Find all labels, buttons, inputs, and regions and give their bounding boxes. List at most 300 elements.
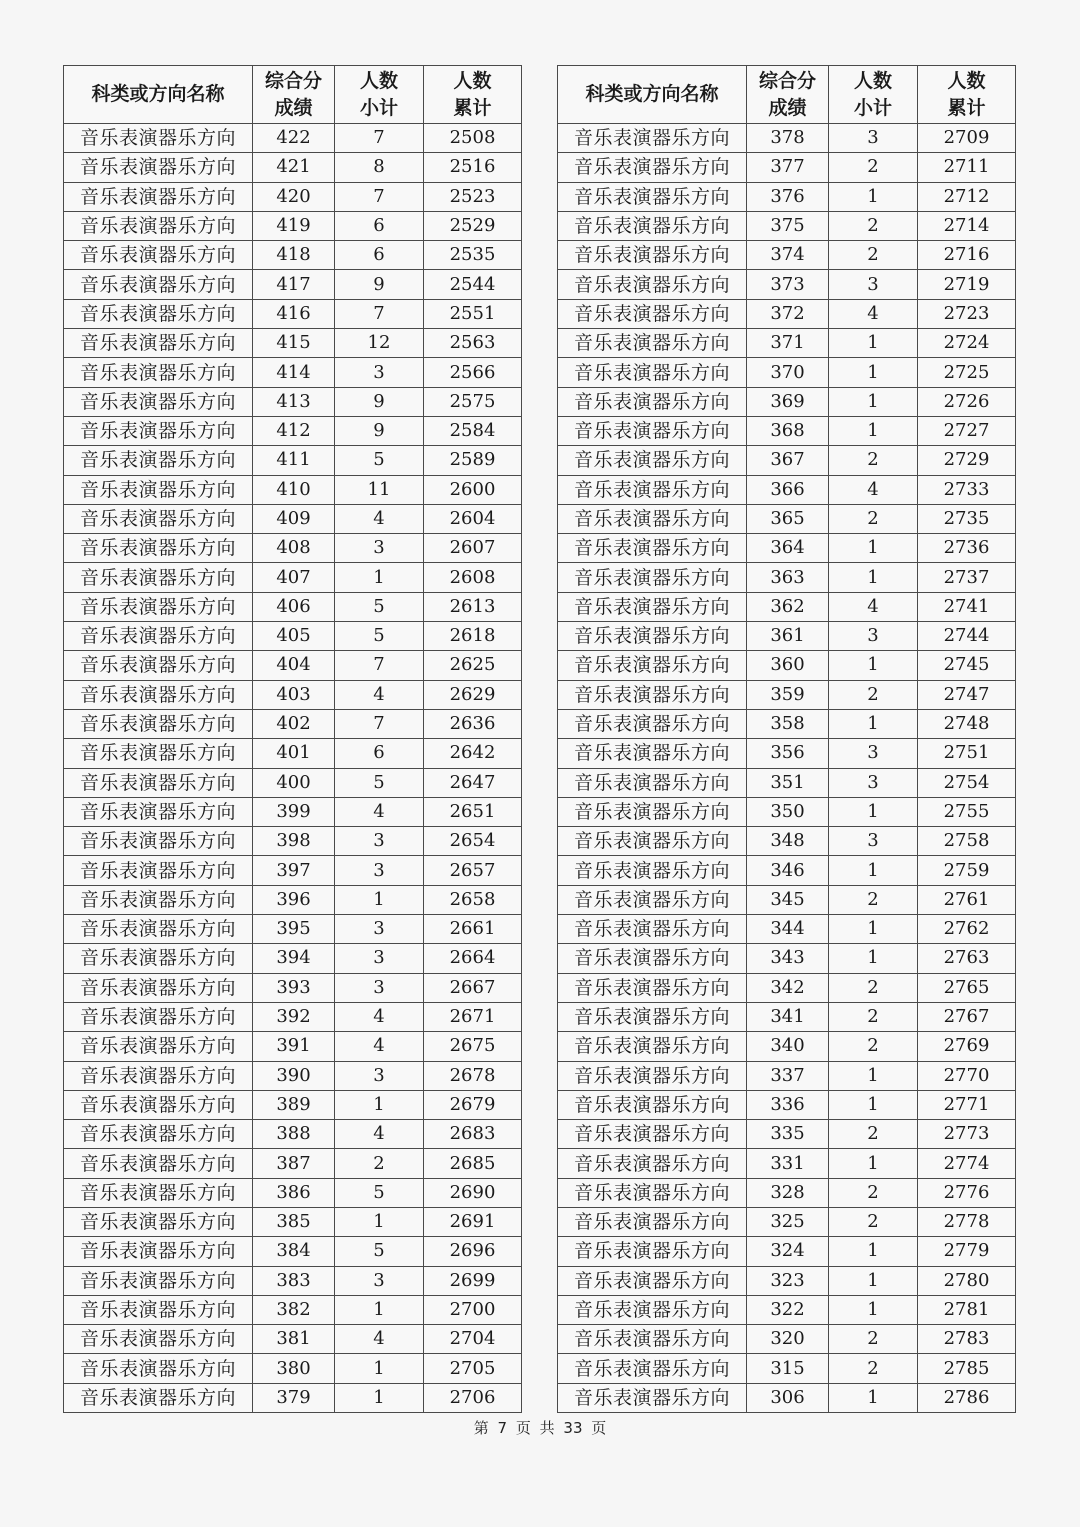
cell-count: 5	[335, 768, 424, 797]
cell-score: 393	[253, 973, 335, 1002]
table-row	[558, 768, 1016, 797]
score-table-left	[63, 65, 522, 1413]
cell-name: 音乐表演器乐方向	[558, 1237, 747, 1266]
table-row	[558, 504, 1016, 533]
cell-count: 2	[829, 1120, 918, 1149]
table-row	[64, 299, 522, 328]
table-row	[64, 622, 522, 651]
table-row	[64, 534, 522, 563]
table-row	[64, 1237, 522, 1266]
cell-score: 390	[253, 1061, 335, 1090]
cell-count: 4	[335, 504, 424, 533]
header-count: 人数 小计	[335, 66, 424, 124]
cell-name: 音乐表演器乐方向	[64, 651, 253, 680]
cell-cumulative: 2767	[918, 1002, 1016, 1031]
table-row	[64, 475, 522, 504]
cell-name: 音乐表演器乐方向	[558, 622, 747, 651]
cell-score: 395	[253, 915, 335, 944]
table-row	[558, 944, 1016, 973]
cell-count: 2	[829, 1178, 918, 1207]
cell-count: 1	[335, 563, 424, 592]
cell-name: 音乐表演器乐方向	[64, 475, 253, 504]
cell-name: 音乐表演器乐方向	[64, 709, 253, 738]
cell-count: 3	[829, 124, 918, 153]
cell-name: 音乐表演器乐方向	[64, 1178, 253, 1207]
cell-count: 1	[829, 182, 918, 211]
cell-cumulative: 2736	[918, 534, 1016, 563]
header-cumulative: 人数 累计	[918, 66, 1016, 124]
cell-name: 音乐表演器乐方向	[558, 1002, 747, 1031]
cell-count: 3	[829, 739, 918, 768]
cell-name: 音乐表演器乐方向	[558, 358, 747, 387]
cell-name: 音乐表演器乐方向	[64, 446, 253, 475]
cell-count: 2	[829, 446, 918, 475]
cell-score: 383	[253, 1266, 335, 1295]
cell-count: 3	[335, 358, 424, 387]
table-row	[558, 1383, 1016, 1412]
cell-count: 4	[335, 1002, 424, 1031]
cell-cumulative: 2748	[918, 709, 1016, 738]
cell-cumulative: 2508	[424, 124, 522, 153]
table-row	[558, 270, 1016, 299]
cell-score: 399	[253, 797, 335, 826]
cell-count: 1	[829, 1149, 918, 1178]
cell-name: 音乐表演器乐方向	[558, 797, 747, 826]
cell-name: 音乐表演器乐方向	[558, 709, 747, 738]
cell-cumulative: 2735	[918, 504, 1016, 533]
cell-score: 388	[253, 1120, 335, 1149]
table-row	[64, 329, 522, 358]
cell-cumulative: 2658	[424, 885, 522, 914]
cell-count: 1	[335, 1295, 424, 1324]
table-row	[558, 1090, 1016, 1119]
cell-score: 411	[253, 446, 335, 475]
cell-cumulative: 2657	[424, 856, 522, 885]
cell-name: 音乐表演器乐方向	[64, 944, 253, 973]
cell-count: 3	[335, 944, 424, 973]
cell-count: 5	[335, 1237, 424, 1266]
cell-count: 3	[335, 1266, 424, 1295]
table-row	[64, 563, 522, 592]
table-row	[558, 827, 1016, 856]
cell-count: 1	[829, 416, 918, 445]
cell-count: 1	[829, 856, 918, 885]
table-row	[64, 680, 522, 709]
cell-name: 音乐表演器乐方向	[64, 1295, 253, 1324]
table-row	[64, 1149, 522, 1178]
cell-score: 404	[253, 651, 335, 680]
table-row	[558, 241, 1016, 270]
cell-count: 1	[829, 1383, 918, 1412]
table-row	[64, 270, 522, 299]
cell-cumulative: 2667	[424, 973, 522, 1002]
cell-count: 1	[335, 1090, 424, 1119]
cell-cumulative: 2773	[918, 1120, 1016, 1149]
cell-count: 7	[335, 182, 424, 211]
cell-score: 360	[747, 651, 829, 680]
cell-score: 370	[747, 358, 829, 387]
cell-cumulative: 2758	[918, 827, 1016, 856]
cell-name: 音乐表演器乐方向	[558, 1178, 747, 1207]
cell-cumulative: 2783	[918, 1325, 1016, 1354]
cell-name: 音乐表演器乐方向	[64, 299, 253, 328]
cell-cumulative: 2613	[424, 592, 522, 621]
cell-cumulative: 2625	[424, 651, 522, 680]
cell-name: 音乐表演器乐方向	[558, 856, 747, 885]
table-row	[558, 124, 1016, 153]
table-row	[558, 1149, 1016, 1178]
cell-score: 405	[253, 622, 335, 651]
cell-cumulative: 2704	[424, 1325, 522, 1354]
cell-score: 325	[747, 1207, 829, 1236]
cell-name: 音乐表演器乐方向	[558, 1032, 747, 1061]
cell-name: 音乐表演器乐方向	[558, 1120, 747, 1149]
table-row	[64, 1207, 522, 1236]
cell-score: 403	[253, 680, 335, 709]
cell-cumulative: 2529	[424, 211, 522, 240]
score-table-right	[557, 65, 1016, 1413]
cell-score: 358	[747, 709, 829, 738]
cell-count: 3	[829, 622, 918, 651]
table-row	[558, 592, 1016, 621]
cell-name: 音乐表演器乐方向	[64, 1354, 253, 1383]
cell-score: 385	[253, 1207, 335, 1236]
cell-name: 音乐表演器乐方向	[558, 739, 747, 768]
header-score: 综合分 成绩	[253, 66, 335, 124]
cell-cumulative: 2636	[424, 709, 522, 738]
table-row	[558, 856, 1016, 885]
cell-cumulative: 2765	[918, 973, 1016, 1002]
cell-name: 音乐表演器乐方向	[558, 504, 747, 533]
table-row	[64, 182, 522, 211]
cell-score: 342	[747, 973, 829, 1002]
cell-count: 1	[829, 651, 918, 680]
cell-score: 323	[747, 1266, 829, 1295]
cell-score: 377	[747, 153, 829, 182]
table-row	[558, 1237, 1016, 1266]
footer-current-page: 7	[497, 1419, 508, 1437]
cell-count: 4	[335, 797, 424, 826]
table-row	[64, 592, 522, 621]
cell-name: 音乐表演器乐方向	[64, 358, 253, 387]
header-name: 科类或方向名称	[558, 66, 747, 124]
cell-count: 2	[829, 504, 918, 533]
cell-score: 372	[747, 299, 829, 328]
footer-total-pages: 33	[563, 1419, 583, 1437]
cell-name: 音乐表演器乐方向	[64, 416, 253, 445]
cell-name: 音乐表演器乐方向	[64, 387, 253, 416]
cell-count: 1	[829, 1266, 918, 1295]
cell-cumulative: 2566	[424, 358, 522, 387]
cell-cumulative: 2607	[424, 534, 522, 563]
table-row	[558, 446, 1016, 475]
table-row	[558, 1120, 1016, 1149]
table-row	[64, 827, 522, 856]
cell-name: 音乐表演器乐方向	[64, 329, 253, 358]
table-row	[558, 387, 1016, 416]
cell-count: 2	[829, 885, 918, 914]
table-row	[558, 651, 1016, 680]
cell-count: 1	[335, 885, 424, 914]
cell-score: 359	[747, 680, 829, 709]
header-name: 科类或方向名称	[64, 66, 253, 124]
cell-name: 音乐表演器乐方向	[558, 827, 747, 856]
cell-name: 音乐表演器乐方向	[64, 973, 253, 1002]
cell-cumulative: 2683	[424, 1120, 522, 1149]
cell-name: 音乐表演器乐方向	[64, 1090, 253, 1119]
cell-score: 322	[747, 1295, 829, 1324]
cell-name: 音乐表演器乐方向	[558, 329, 747, 358]
header-count: 人数 小计	[829, 66, 918, 124]
cell-score: 389	[253, 1090, 335, 1119]
cell-count: 1	[829, 797, 918, 826]
cell-cumulative: 2651	[424, 797, 522, 826]
cell-name: 音乐表演器乐方向	[558, 211, 747, 240]
cell-count: 2	[829, 153, 918, 182]
cell-count: 2	[829, 211, 918, 240]
cell-count: 1	[829, 1295, 918, 1324]
cell-count: 4	[829, 475, 918, 504]
cell-score: 394	[253, 944, 335, 973]
cell-name: 音乐表演器乐方向	[64, 211, 253, 240]
table-header-row	[558, 66, 1016, 124]
table-row	[64, 651, 522, 680]
cell-name: 音乐表演器乐方向	[64, 1237, 253, 1266]
cell-score: 366	[747, 475, 829, 504]
cell-score: 368	[747, 416, 829, 445]
cell-cumulative: 2535	[424, 241, 522, 270]
table-row	[558, 329, 1016, 358]
table-row	[64, 358, 522, 387]
table-row	[64, 1120, 522, 1149]
cell-count: 2	[829, 680, 918, 709]
table-row	[558, 1207, 1016, 1236]
cell-name: 音乐表演器乐方向	[64, 885, 253, 914]
cell-count: 1	[829, 1237, 918, 1266]
table-row	[64, 885, 522, 914]
table-row	[64, 1354, 522, 1383]
cell-name: 音乐表演器乐方向	[64, 1149, 253, 1178]
cell-score: 413	[253, 387, 335, 416]
cell-count: 4	[335, 1325, 424, 1354]
cell-name: 音乐表演器乐方向	[558, 1295, 747, 1324]
table-row	[558, 622, 1016, 651]
cell-count: 1	[335, 1383, 424, 1412]
cell-cumulative: 2679	[424, 1090, 522, 1119]
cell-score: 396	[253, 885, 335, 914]
cell-score: 378	[747, 124, 829, 153]
cell-score: 402	[253, 709, 335, 738]
cell-count: 8	[335, 153, 424, 182]
table-row	[64, 241, 522, 270]
cell-count: 1	[829, 387, 918, 416]
cell-cumulative: 2690	[424, 1178, 522, 1207]
table-row	[558, 885, 1016, 914]
cell-score: 331	[747, 1149, 829, 1178]
cell-cumulative: 2647	[424, 768, 522, 797]
cell-cumulative: 2678	[424, 1061, 522, 1090]
cell-count: 1	[829, 329, 918, 358]
cell-count: 12	[335, 329, 424, 358]
table-row	[64, 944, 522, 973]
page-footer	[0, 1417, 1080, 1438]
table-header-row	[64, 66, 522, 124]
cell-cumulative: 2709	[918, 124, 1016, 153]
cell-score: 412	[253, 416, 335, 445]
table-row	[558, 416, 1016, 445]
cell-cumulative: 2516	[424, 153, 522, 182]
table-row	[64, 1061, 522, 1090]
table-row	[64, 124, 522, 153]
cell-score: 421	[253, 153, 335, 182]
cell-score: 335	[747, 1120, 829, 1149]
cell-name: 音乐表演器乐方向	[558, 124, 747, 153]
table-row	[64, 1325, 522, 1354]
table-row	[558, 299, 1016, 328]
cell-name: 音乐表演器乐方向	[64, 1120, 253, 1149]
table-row	[64, 768, 522, 797]
cell-cumulative: 2618	[424, 622, 522, 651]
cell-name: 音乐表演器乐方向	[558, 446, 747, 475]
cell-count: 2	[829, 1325, 918, 1354]
cell-count: 4	[829, 299, 918, 328]
table-row	[64, 709, 522, 738]
cell-count: 5	[335, 592, 424, 621]
cell-name: 音乐表演器乐方向	[558, 241, 747, 270]
cell-cumulative: 2781	[918, 1295, 1016, 1324]
cell-score: 336	[747, 1090, 829, 1119]
table-row	[558, 1325, 1016, 1354]
cell-name: 音乐表演器乐方向	[558, 885, 747, 914]
cell-name: 音乐表演器乐方向	[558, 1207, 747, 1236]
table-row	[558, 534, 1016, 563]
table-row	[64, 739, 522, 768]
cell-cumulative: 2523	[424, 182, 522, 211]
cell-score: 364	[747, 534, 829, 563]
cell-score: 386	[253, 1178, 335, 1207]
table-row	[558, 1032, 1016, 1061]
cell-count: 7	[335, 651, 424, 680]
cell-name: 音乐表演器乐方向	[558, 182, 747, 211]
cell-cumulative: 2754	[918, 768, 1016, 797]
cell-cumulative: 2733	[918, 475, 1016, 504]
cell-score: 361	[747, 622, 829, 651]
left-table-body	[64, 124, 522, 1413]
cell-count: 6	[335, 211, 424, 240]
cell-count: 1	[829, 1090, 918, 1119]
cell-name: 音乐表演器乐方向	[558, 387, 747, 416]
cell-count: 3	[335, 534, 424, 563]
cell-cumulative: 2741	[918, 592, 1016, 621]
table-row	[64, 504, 522, 533]
cell-score: 410	[253, 475, 335, 504]
table-row	[558, 1178, 1016, 1207]
cell-score: 418	[253, 241, 335, 270]
cell-count: 2	[829, 241, 918, 270]
cell-name: 音乐表演器乐方向	[558, 680, 747, 709]
footer-total-word: 共	[539, 1419, 555, 1437]
cell-name: 音乐表演器乐方向	[558, 153, 747, 182]
cell-score: 391	[253, 1032, 335, 1061]
cell-cumulative: 2584	[424, 416, 522, 445]
cell-score: 367	[747, 446, 829, 475]
cell-score: 369	[747, 387, 829, 416]
cell-cumulative: 2769	[918, 1032, 1016, 1061]
cell-count: 3	[335, 827, 424, 856]
cell-cumulative: 2716	[918, 241, 1016, 270]
cell-count: 3	[829, 827, 918, 856]
cell-cumulative: 2755	[918, 797, 1016, 826]
cell-name: 音乐表演器乐方向	[64, 797, 253, 826]
cell-score: 343	[747, 944, 829, 973]
cell-name: 音乐表演器乐方向	[558, 563, 747, 592]
cell-cumulative: 2551	[424, 299, 522, 328]
cell-name: 音乐表演器乐方向	[64, 622, 253, 651]
cell-count: 2	[829, 973, 918, 1002]
cell-cumulative: 2786	[918, 1383, 1016, 1412]
cell-count: 1	[829, 358, 918, 387]
cell-count: 2	[829, 1207, 918, 1236]
cell-name: 音乐表演器乐方向	[64, 153, 253, 182]
cell-cumulative: 2563	[424, 329, 522, 358]
cell-name: 音乐表演器乐方向	[64, 1061, 253, 1090]
cell-name: 音乐表演器乐方向	[64, 680, 253, 709]
cell-score: 345	[747, 885, 829, 914]
cell-score: 337	[747, 1061, 829, 1090]
cell-name: 音乐表演器乐方向	[64, 592, 253, 621]
cell-score: 392	[253, 1002, 335, 1031]
cell-cumulative: 2724	[918, 329, 1016, 358]
cell-score: 384	[253, 1237, 335, 1266]
cell-cumulative: 2779	[918, 1237, 1016, 1266]
cell-count: 4	[335, 1120, 424, 1149]
table-row	[558, 563, 1016, 592]
header-score: 综合分 成绩	[747, 66, 829, 124]
cell-cumulative: 2671	[424, 1002, 522, 1031]
cell-cumulative: 2675	[424, 1032, 522, 1061]
cell-score: 363	[747, 563, 829, 592]
table-row	[64, 1383, 522, 1412]
cell-cumulative: 2544	[424, 270, 522, 299]
cell-count: 11	[335, 475, 424, 504]
cell-cumulative: 2729	[918, 446, 1016, 475]
cell-name: 音乐表演器乐方向	[558, 768, 747, 797]
cell-score: 376	[747, 182, 829, 211]
cell-count: 7	[335, 299, 424, 328]
cell-name: 音乐表演器乐方向	[64, 768, 253, 797]
table-row	[558, 973, 1016, 1002]
cell-cumulative: 2706	[424, 1383, 522, 1412]
table-row	[558, 182, 1016, 211]
cell-name: 音乐表演器乐方向	[558, 1383, 747, 1412]
cell-name: 音乐表演器乐方向	[64, 1207, 253, 1236]
cell-name: 音乐表演器乐方向	[558, 915, 747, 944]
cell-name: 音乐表演器乐方向	[558, 1266, 747, 1295]
cell-cumulative: 2751	[918, 739, 1016, 768]
table-row	[64, 856, 522, 885]
cell-score: 419	[253, 211, 335, 240]
cell-cumulative: 2726	[918, 387, 1016, 416]
table-row	[558, 915, 1016, 944]
cell-score: 351	[747, 768, 829, 797]
table-row	[64, 446, 522, 475]
cell-name: 音乐表演器乐方向	[558, 299, 747, 328]
table-row	[558, 797, 1016, 826]
cell-score: 406	[253, 592, 335, 621]
cell-count: 1	[335, 1207, 424, 1236]
table-row	[558, 739, 1016, 768]
cell-cumulative: 2589	[424, 446, 522, 475]
